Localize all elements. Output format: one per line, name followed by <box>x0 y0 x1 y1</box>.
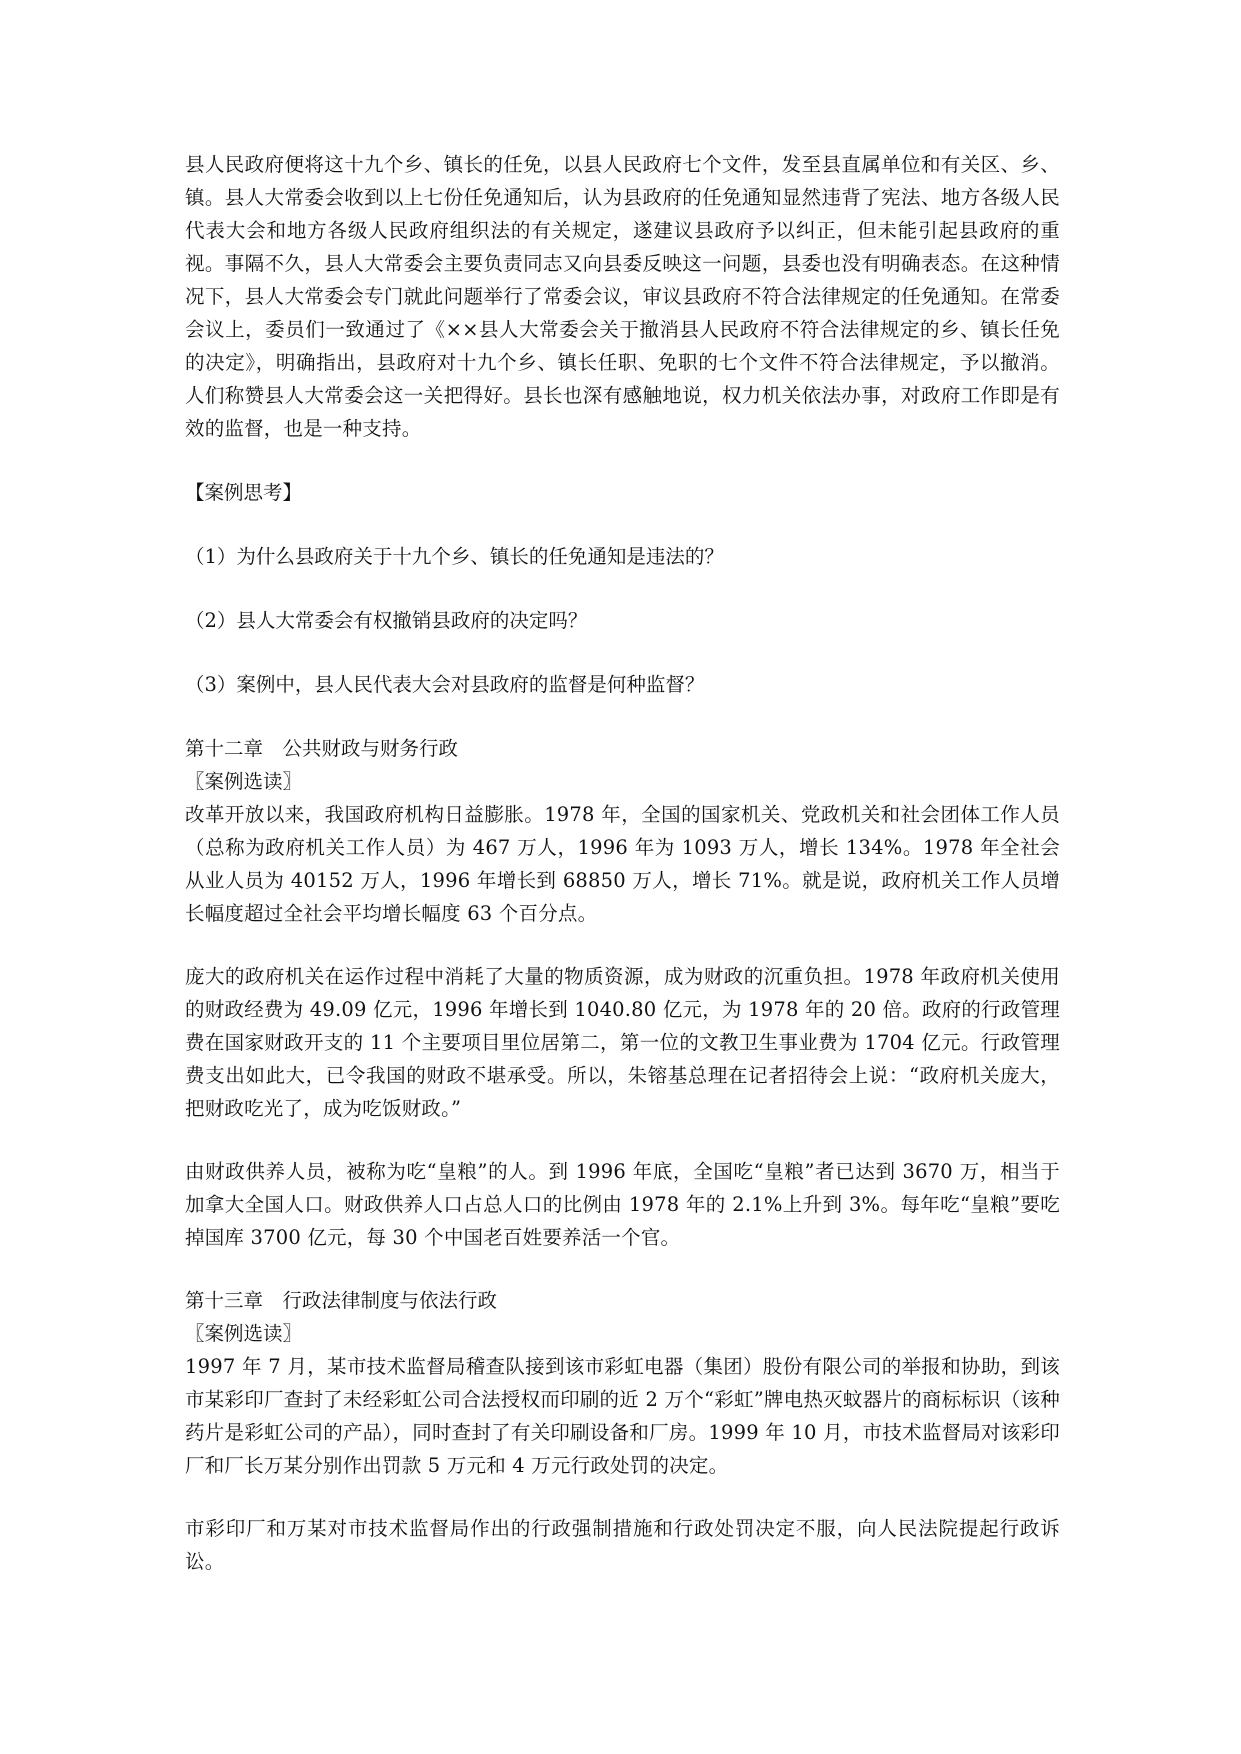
chapter-13-title: 第十三章 行政法律制度与依法行政 <box>185 1289 498 1312</box>
question-1: （1）为什么县政府关于十九个乡、镇长的任免通知是违法的？ <box>185 545 724 568</box>
chapter-13-paragraph-2: 市彩印厂和万某对市技术监督局作出的行政强制措施和行政处罚决定不服，向人民法院提起行政诉讼。 <box>185 1517 1060 1573</box>
case-paragraph: 县人民政府便将这十九个乡、镇长的任免，以县人民政府七个文件，发至县直属单位和有关区、乡、镇。县人大常委会收到以上七份任免通知后，认为县政府的任免通知显然违背了宪法、地方各级人民代表大会和地方各级人民政府组织法的有关规定，遂建议县政府予以纠正，但未能引起县政府的重视。事隔不久，县人大常委会主要负责同志又向县委反映这一问题，县委也没有明确表态。在这种情况下，县人大常委会专门就此问题举行了常委会议，审议县政府不符合法律规定的任免通知。在常委会议上，委员们一致通过了《××县人大常委会关于撤消县人民政府不符合法律规定的乡、镇长任免的决定》，明确指出，县政府对十九个乡、镇长任职、免职的七个文件不符合法律规定，予以撤消。人们称赞县人大常委会这一关把得好。县长也深有感触地说，权力机关依法办事，对政府工作即是有效的监督，也是一种支持。 <box>185 153 1060 440</box>
chapter-12-case-label: 〖案例选读〗 <box>185 770 303 793</box>
question-3: （3）案例中，县人民代表大会对县政府的监督是何种监督？ <box>185 673 705 696</box>
document-page <box>185 148 1060 1578</box>
chapter-12-paragraph-3: 由财政供养人员，被称为吃“皇粮”的人。到 1996 年底，全国吃“皇粮”者已达到 3670 万，相当于加拿大全国人口。财政供养人口占总人口的比例由 1978 年的 2.1%上升到 3%。每年吃“皇粮”要吃掉国库 3700 亿元，每 30 个中国老百姓要养活一个官。 <box>185 1160 1060 1249</box>
chapter-12-paragraph-1: 改革开放以来，我国政府机构日益膨胀。1978 年，全国的国家机关、党政机关和社会团体工作人员（总称为政府机关工作人员）为 467 万人，1996 年为 1093 万人，增长 134%。1978 年全社会从业人员为 40152 万人，1996 年增长到 68850 万人，增长 71%。就是说，政府机关工作人员增长幅度超过全社会平均增长幅度 63 个百分点。 <box>185 803 1060 925</box>
chapter-13-paragraph-1: 1997 年 7 月，某市技术监督局稽查队接到该市彩虹电器（集团）股份有限公司的举报和协助，到该市某彩印厂查封了未经彩虹公司合法授权而印刷的近 2 万个“彩虹”牌电热灭蚊器片的商标标识（该种药片是彩虹公司的产品），同时查封了有关印刷设备和厂房。1999 年 10 月，市技术监督局对该彩印厂和厂长万某分别作出罚款 5 万元和 4 万元行政处罚的决定。 <box>185 1355 1060 1477</box>
question-2: （2）县人大常委会有权撤销县政府的决定吗？ <box>185 609 588 632</box>
case-thinking-label: 【案例思考】 <box>185 481 303 504</box>
chapter-13-case-label: 〖案例选读〗 <box>185 1322 303 1345</box>
chapter-12-title: 第十二章 公共财政与财务行政 <box>185 737 459 760</box>
chapter-12-paragraph-2: 庞大的政府机关在运作过程中消耗了大量的物质资源，成为财政的沉重负担。1978 年政府机关使用的财政经费为 49.09 亿元，1996 年增长到 1040.80 亿元，为 1978 年的 20 倍。政府的行政管理费在国家财政开支的 11 个主要项目里位居第二，第一位的文教卫生事业费为 1704 亿元。行政管理费支出如此大，已令我国的财政不堪承受。所以，朱镕基总理在记者招待会上说：“政府机关庞大，把财政吃光了，成为吃饭财政。” <box>185 965 1060 1120</box>
